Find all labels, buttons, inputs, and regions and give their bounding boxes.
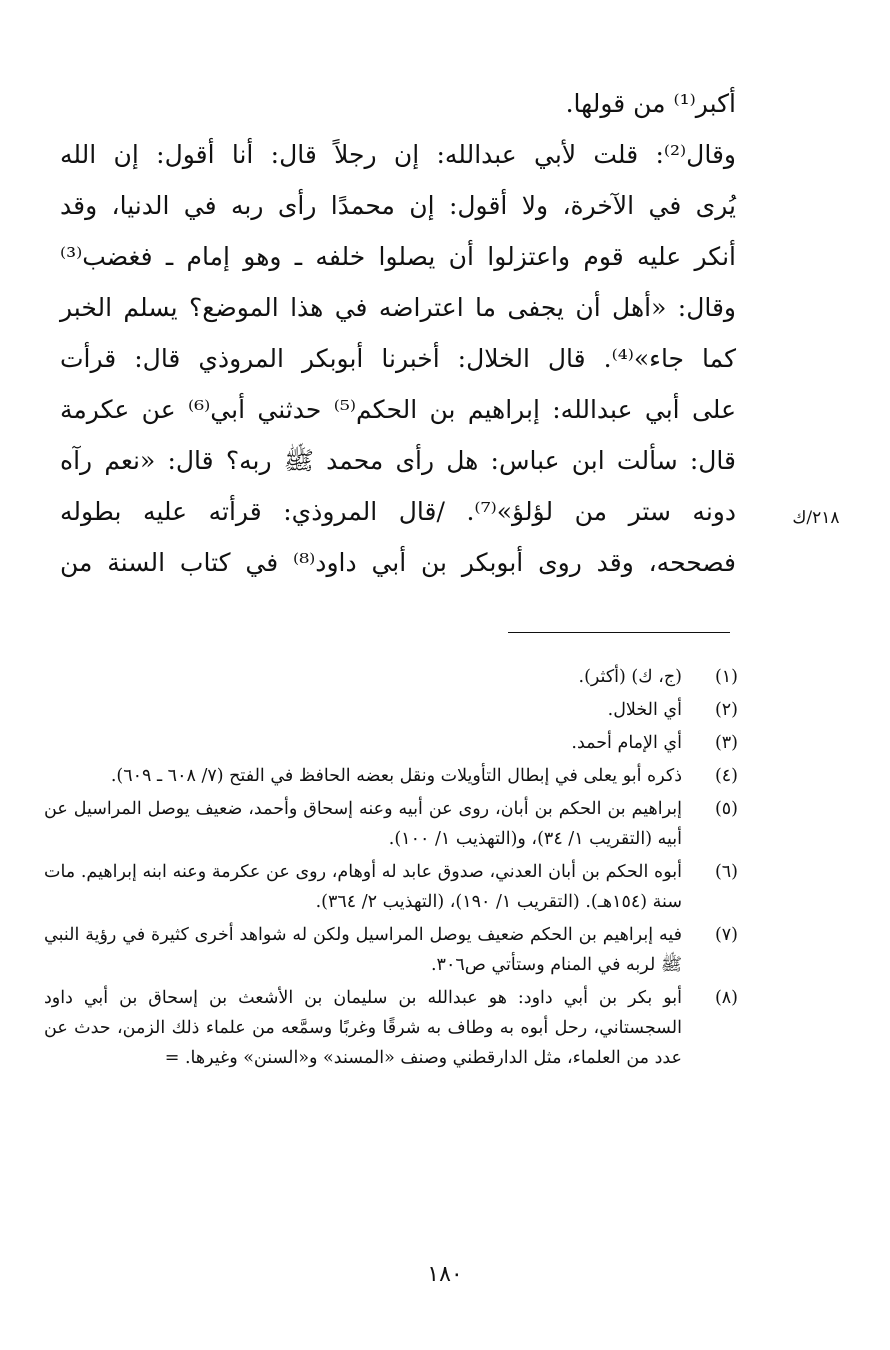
footnote-separator [508, 632, 730, 633]
main-text-line: وقال⁽²⁾: قلت لأبي عبدالله: إن رجلاً قال: أنا أقول: إن الله [60, 140, 736, 169]
footnote-text: فيه إبراهيم بن الحكم ضعيف يوصل المراسيل ولكن له شواهد أخرى كثيرة في رؤية النبي ﷺ لربه في المنام وستأتي ص٣٠٦. [44, 925, 682, 975]
footnote [44, 695, 738, 725]
footnote-number: (٤) [714, 766, 738, 786]
main-text-line: قال: سألت ابن عباس: هل رأى محمد ﷺ ربه؟ قال: «نعم رآه [60, 446, 736, 475]
footnote-number: (٥) [714, 799, 738, 819]
footnote-number: (١) [714, 667, 738, 687]
footnote [44, 761, 738, 791]
main-text-line: أنكر عليه قوم واعتزلوا أن يصلوا خلفه ـ وهو إمام ـ فغضب⁽³⁾ [60, 242, 736, 271]
footnote-text: أي الخلال. [607, 700, 682, 720]
main-text-line: على أبي عبدالله: إبراهيم بن الحكم⁽⁵⁾ حدثني أبي⁽⁶⁾ عن عكرمة [60, 395, 736, 424]
footnotes-block [44, 662, 738, 1076]
footnote-text: ذكره أبو يعلى في إبطال التأويلات ونقل بعضه الحافظ في الفتح (٧/ ٦٠٨ ـ ٦٠٩). [110, 766, 682, 786]
main-text-line: وقال: «أهل أن يجفى ما اعتراضه في هذا الموضع؟ يسلم الخبر [60, 293, 736, 322]
main-text-line: يُرى في الآخرة، ولا أقول: إن محمدًا رأى ربه في الدنيا، وقد [60, 191, 736, 220]
main-text-line: دونه ستر من لؤلؤ»⁽⁷⁾. /قال المروذي: قرأته عليه بطوله [60, 497, 736, 526]
footnote-text: أي الإمام أحمد. [571, 733, 682, 753]
footnote [44, 728, 738, 758]
footnote [44, 983, 738, 1073]
footnote-number: (٦) [714, 862, 738, 882]
footnote-number: (٨) [714, 988, 738, 1008]
footnote-text: (ج، ك) (أكثر). [578, 667, 682, 687]
main-text-line: أكبر⁽¹⁾ من قولها. [565, 89, 736, 118]
footnote-number: (٣) [714, 733, 738, 753]
manuscript-folio-marker: ٢١٨/ك [792, 508, 840, 528]
footnote-text: إبراهيم بن الحكم بن أبان، روى عن أبيه وعنه إسحاق وأحمد، ضعيف يوصل المراسيل عن أبيه (التقريب ١/ ٣٤)، و(التهذيب ١/ ١٠٠). [44, 799, 682, 849]
main-text-line: فصححه، وقد روى أبوبكر بن أبي داود⁽⁸⁾ في كتاب السنة من [60, 548, 736, 577]
footnote [44, 920, 738, 980]
footnote-number: (٢) [714, 700, 738, 720]
footnote-text: أبوه الحكم بن أبان العدني، صدوق عابد له أوهام، روى عن عكرمة وعنه ابنه إبراهيم. مات سنة (١٥٤هـ). (التقريب ١/ ١٩٠)، (التهذيب ٢/ ٣٦٤). [44, 862, 682, 912]
main-text-line: كما جاء»⁽⁴⁾. قال الخلال: أخبرنا أبوبكر المروذي قال: قرأت [60, 344, 736, 373]
page-number: ١٨٠ [427, 1262, 463, 1287]
footnote [44, 662, 738, 692]
footnote [44, 857, 738, 917]
main-text-block [60, 78, 736, 588]
footnote [44, 794, 738, 854]
footnote-number: (٧) [714, 925, 738, 945]
footnote-text: أبو بكر بن أبي داود: هو عبدالله بن سليمان بن الأشعث بن إسحاق بن أبي داود السجستاني، رحل أبوه به وطاف به شرقًا وغربًا وسمَّعه من علماء ذلك الزمن، حدث عن عدد من العلماء، مثل الدارقطني وصنف «المسند» و«السنن» وغيرها. = [44, 988, 682, 1068]
